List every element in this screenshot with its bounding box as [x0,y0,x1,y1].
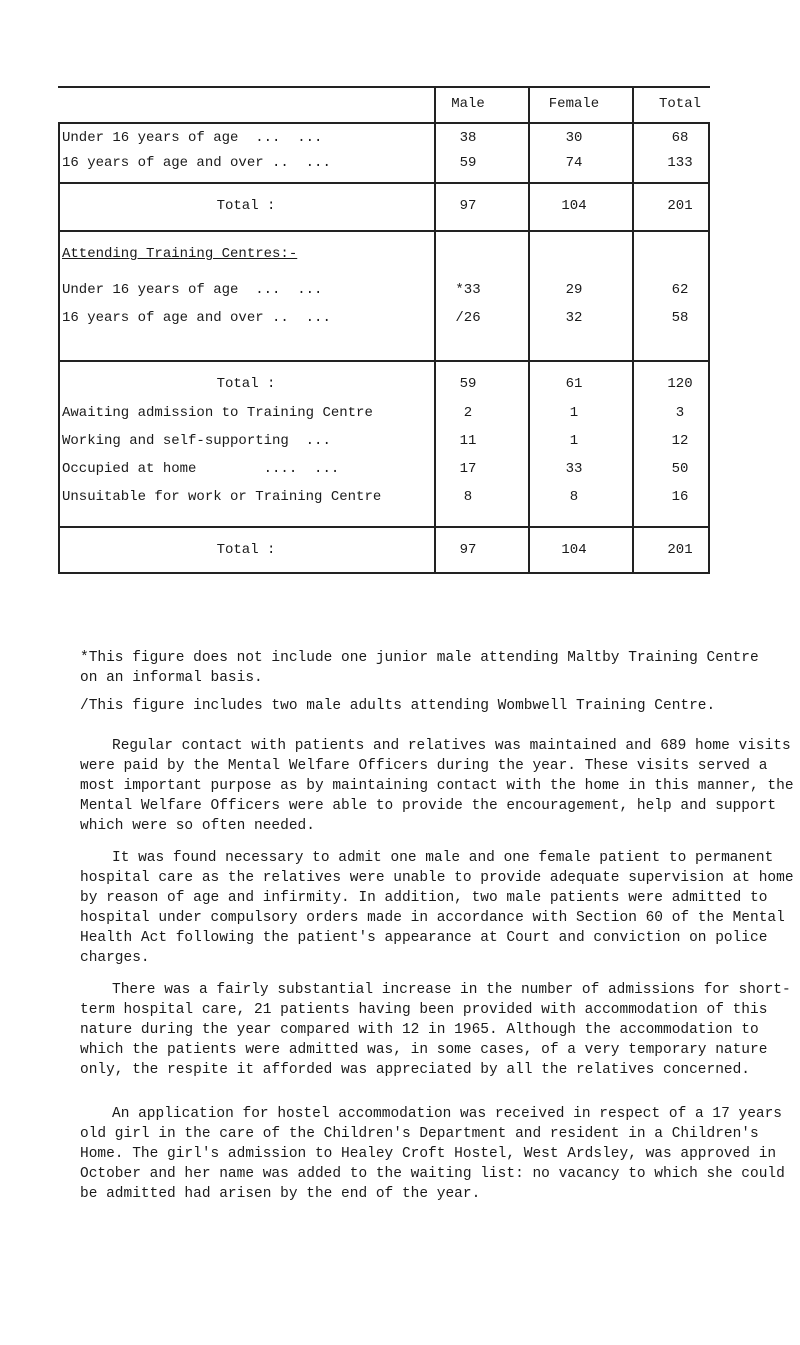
footnote-star: *This figure does not include one junior male attending Maltby Training Centre on an informal basis. [80,650,759,686]
row-label: Working and self-supporting ... [62,433,331,449]
table-row [58,542,710,564]
row-label: Awaiting admission to Training Centre [62,405,373,421]
table-row [58,405,710,427]
paragraph: Regular contact with patients and relatives was maintained and 689 home visits were paid by the Mental Welfare Officers during the year. These visits served a most important purpose as by maintaining contact with the home in this manner, the Mental Welfare Officers were able to provide the encouragement, help and support which were so often needed. [80,738,794,834]
paragraph: It was found necessary to admit one male and one female patient to permanent hospital care as the relatives were unable to provide adequate supervision at home by reason of age and infirmity. In addition, two male patients were admitted to hospital under compulsory orders made in accordance with Section 60 of the Mental Health Act following the patient's appearance at Court and conviction on police charges. [80,850,794,966]
table-row [58,130,710,152]
table-row [58,433,710,455]
female-value: 33 [565,461,583,477]
rule-section-1 [58,182,710,184]
male-value: 11 [459,433,477,449]
total-value: 3 [675,405,685,421]
footnotes [80,648,780,716]
total-value: 201 [667,542,693,558]
total-value: 12 [671,433,689,449]
table-row [58,489,710,511]
female-value: 1 [569,433,579,449]
row-label: Occupied at home .... ... [62,461,340,477]
total-value: 133 [667,155,693,171]
female-value: 61 [565,376,583,392]
table-row [58,282,710,304]
table-row [58,198,710,220]
row-label: Under 16 years of age ... ... [62,130,323,146]
table-row [58,155,710,177]
row-label: 16 years of age and over .. ... [62,310,331,326]
female-value: 104 [561,198,587,214]
row-label: 16 years of age and over .. ... [62,155,331,171]
female-value: 1 [569,405,579,421]
male-value: 38 [459,130,477,146]
row-label: Total : [216,542,276,558]
male-value: *33 [455,282,481,298]
total-value: 50 [671,461,689,477]
table-row [58,461,710,483]
row-label: Under 16 years of age ... ... [62,282,323,298]
male-value: 97 [459,198,477,214]
female-value: 29 [565,282,583,298]
paragraph: An application for hostel accommodation was received in respect of a 17 years old girl in the care of the Children's Department and resident in a Children's Home. The girl's admission to Healey Croft Hostel, West Ardsley, was approved in October and her name was added to the waiting list: no vacancy to which she could be admitted had arisen by the end of the year. [80,1106,785,1202]
female-value: 104 [561,542,587,558]
female-value: 32 [565,310,583,326]
table-row [58,310,710,332]
rule-section-3 [58,360,710,362]
total-value: 62 [671,282,689,298]
header-male: Male [451,96,485,112]
table-row [58,376,710,398]
rule-header [58,122,710,124]
female-value: 74 [565,155,583,171]
male-value: 59 [459,376,477,392]
paragraph: There was a fairly substantial increase in the number of admissions for short-term hospital care, 21 patients having been provided with accommodation of this nature during the year compared with 12 in 1965. Although the accommodation to which the patients were admitted was, in some cases, of a very temporary nature only, the respite it afforded was appreciated by all the relatives concerned. [80,982,791,1078]
row-label: Unsuitable for work or Training Centre [62,489,382,505]
total-value: 201 [667,198,693,214]
male-value: 17 [459,461,477,477]
header-female: Female [548,96,600,112]
rule-section-2 [58,230,710,232]
row-label: Total : [216,198,276,214]
total-value: 16 [671,489,689,505]
table-header [58,86,710,124]
male-value: 8 [463,489,473,505]
table-row [58,246,710,268]
male-value: /26 [455,310,481,326]
header-total: Total [658,96,701,112]
rule-section-4 [58,526,710,528]
female-value: 30 [565,130,583,146]
total-value: 120 [667,376,693,392]
male-value: 97 [459,542,477,558]
female-value: 8 [569,489,579,505]
footnote-slash: /This figure includes two male adults attending Wombwell Training Centre. [80,698,716,714]
male-value: 59 [459,155,477,171]
total-value: 58 [671,310,689,326]
total-value: 68 [671,130,689,146]
rule-bottom [58,572,710,574]
section-heading: Attending Training Centres:- [62,246,298,262]
male-value: 2 [463,405,473,421]
row-label: Total : [216,376,276,392]
